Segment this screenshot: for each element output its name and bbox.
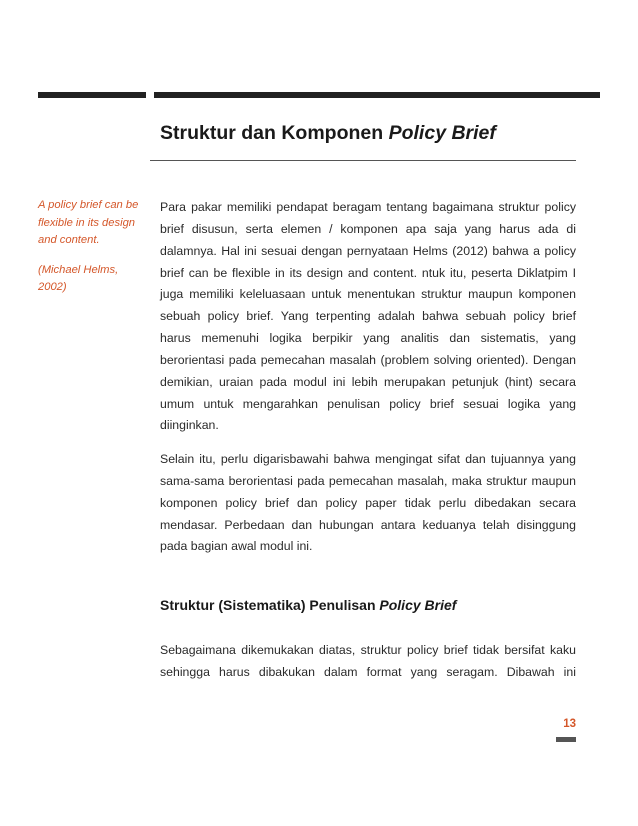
paragraph-3 bbox=[160, 640, 576, 684]
page-number: 13 bbox=[563, 718, 576, 730]
text-line: diinginkan. bbox=[160, 418, 219, 433]
text-line: dalamnya. Hal ini sesuai dengan pernyataan Helms (2012) bahwa a policy bbox=[160, 243, 576, 258]
subsection-title bbox=[160, 597, 456, 613]
subsection-title-italic: Policy Brief bbox=[379, 597, 457, 613]
side-quote bbox=[38, 197, 146, 297]
title-underline bbox=[150, 160, 576, 161]
text-line: sama-sama berorientasi pada pemecahan masalah, maka struktur maupun bbox=[160, 473, 576, 488]
header-rule-left bbox=[38, 92, 146, 98]
quote-spacer bbox=[38, 250, 146, 262]
text-line: harus memenuhi logika berpikir yang analitis dan sistematis, yang bbox=[160, 331, 576, 346]
quote-attribution: (Michael Helms, bbox=[38, 263, 119, 276]
text-line: sehingga harus dibakukan dalam format yang seragam. Dibawah ini bbox=[160, 664, 576, 679]
section-title bbox=[160, 122, 496, 145]
text-line: juga memiliki keleluasaan untuk menentukan struktur maupun komponen bbox=[160, 287, 576, 302]
quote-attribution: 2002) bbox=[38, 281, 67, 293]
text-line: demikian, uraian pada modul ini lebih merupakan petunjuk (hint) secara bbox=[160, 374, 576, 389]
text-line: mendasar. Perbedaan dan hubungan antara keduanya telah disinggung bbox=[160, 517, 576, 532]
subsection-title-text: Struktur (Sistematika) Penulisan bbox=[160, 597, 380, 613]
text-line: pada bagian awal modul ini. bbox=[160, 539, 313, 554]
section-title-text: Struktur dan Komponen bbox=[160, 122, 389, 144]
text-line: Selain itu, perlu digarisbawahi bahwa mengingat sifat dan tujuannya yang bbox=[160, 452, 576, 466]
quote-line: flexible in its design bbox=[38, 216, 136, 229]
text-line: brief can be flexible in its design and content. ntuk itu, peserta Diklatpim I bbox=[160, 265, 576, 280]
quote-line: A policy brief can be bbox=[38, 199, 139, 211]
text-line: Para pakar memiliki pendapat beragam tentang bagaimana struktur policy bbox=[160, 200, 576, 214]
paragraph-1 bbox=[160, 197, 576, 437]
header-rule-right bbox=[154, 92, 600, 98]
paragraph-2 bbox=[160, 449, 576, 558]
text-line: Sebagaimana dikemukakan diatas, struktur policy brief tidak bersifat kaku bbox=[160, 643, 576, 657]
text-line: brief disusun, serta elemen / komponen apa saja yang harus ada di bbox=[160, 221, 576, 236]
page-number-rule bbox=[556, 737, 576, 742]
text-line: umum untuk mengarahkan penulisan policy brief sesuai logika yang bbox=[160, 396, 576, 411]
quote-line: and content. bbox=[38, 234, 100, 246]
text-line: komponen policy brief dan policy paper tidak perlu dibedakan secara bbox=[160, 495, 576, 510]
text-line: berorientasi pada pemecahan masalah (problem solving oriented). Dengan bbox=[160, 352, 576, 367]
text-line: sebuah policy brief. Yang terpenting adalah bahwa sebuah policy brief bbox=[160, 309, 576, 324]
section-title-italic: Policy Brief bbox=[388, 122, 496, 144]
